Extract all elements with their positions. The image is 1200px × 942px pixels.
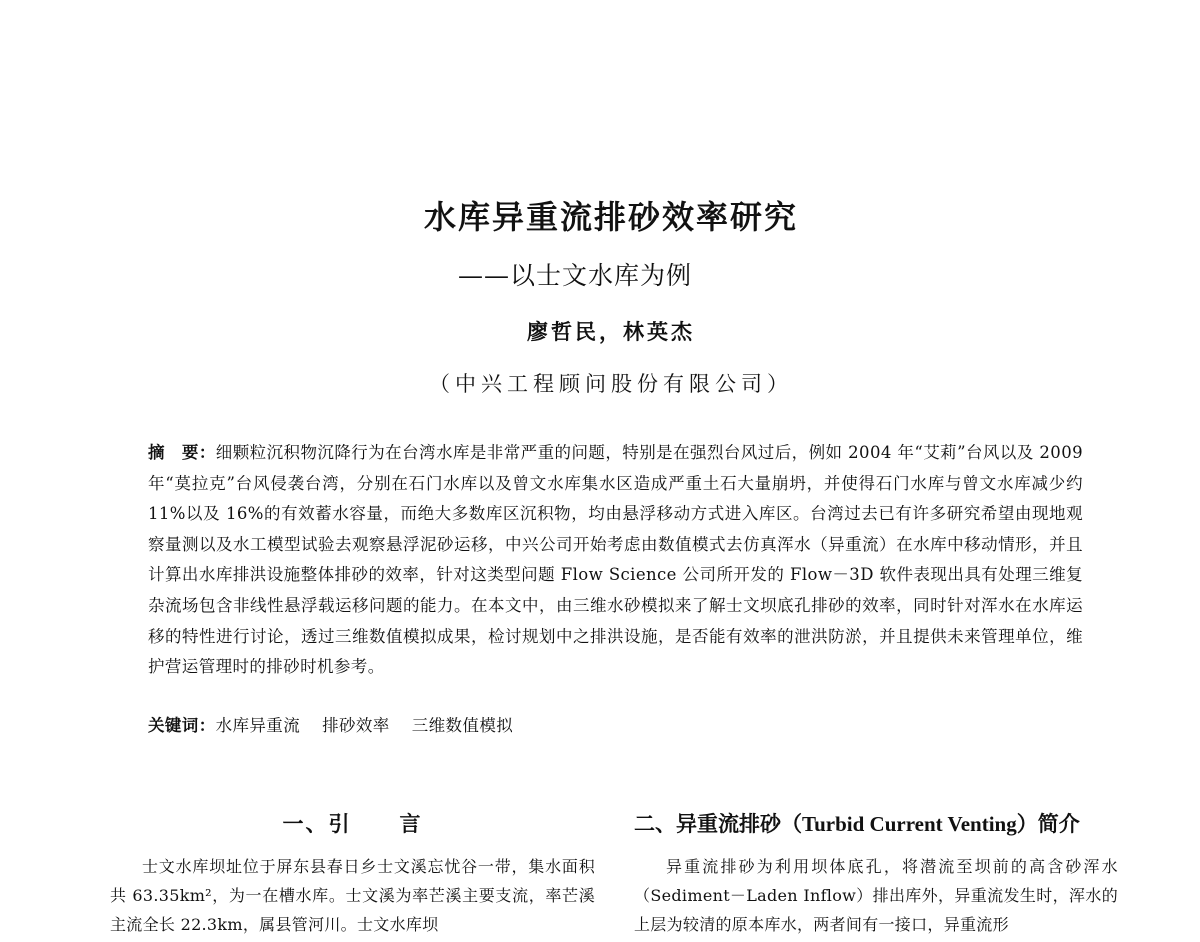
keyword-item: 水库异重流 xyxy=(215,716,301,735)
abstract xyxy=(148,438,1083,683)
paper-affiliation: （中兴工程顾问股份有限公司） xyxy=(429,372,793,396)
abstract-text: 细颗粒沉积物沉降行为在台湾水库是非常严重的问题，特别是在强烈台风过后，例如 2004 年“艾莉”台风以及 2009 年“莫拉克”台风侵袭台湾，分别在石门水库以及曾文水库集水区造成严重土石大量崩坍，并使得石门水库与曾文水库减少约 11%以及 16%的有效蓄水容量，而绝大多数库区沉积物，均由悬浮移动方式进入库区。台湾过去已有许多研究希望由现地观察量测以及水工模型试验去观察悬浮泥砂运移，中兴公司开始考虑由数值模式去仿真浑水（异重流）在水库中移动情形，并且计算出水库排洪设施整体排砂的效率，针对这类型问题 Flow Science 公司所开发的 Flow－3D 软件表现出具有处理三维复杂流场包含非线性悬浮载运移问题的能力。在本文中，由三维水砂模拟来了解士文坝底孔排砂的效率，同时针对浑水在水库运移的特性进行讨论，透过三维数值模拟成果，检讨规划中之排洪设施，是否能有效率的泄洪防淤，并且提供未来管理单位，维护营运管理时的排砂时机参考。 xyxy=(148,443,1084,677)
abstract-label: 摘 要： xyxy=(148,443,216,462)
section-1-number: 一、 xyxy=(282,812,329,836)
keywords-label: 关键词： xyxy=(148,716,216,735)
keyword-item: 排砂效率 xyxy=(322,716,390,735)
section-2-heading xyxy=(634,808,1124,838)
section-2-paragraph: 异重流排砂为利用坝体底孔，将潜流至坝前的高含砂浑水（Sediment－Laden Inflow）排出库外，异重流发生时，浑水的上层为较清的原本库水，两者间有一接口，异重流形 xyxy=(634,857,1118,934)
section-2-title-latin: Turbid Current Venting xyxy=(802,812,1017,836)
section-1-paragraph: 士文水库坝址位于屏东县春日乡士文溪忘忧谷一带，集水面积共 63.35km²，为一在槽水库。士文溪为率芒溪主要支流，率芒溪主流全长 22.3km，属县管河川。士文水库坝 xyxy=(110,857,595,934)
section-1-title-b: 言 xyxy=(399,812,423,836)
section-1-title-a: 引 xyxy=(328,812,352,836)
paper-subtitle: ——以士文水库为例 xyxy=(457,261,692,290)
section-2-title-pre: 二、异重流排砂（ xyxy=(634,812,802,836)
section-1-heading xyxy=(110,808,595,838)
paper-authors: 廖哲民，林英杰 xyxy=(527,319,695,344)
keyword-item: 三维数值模拟 xyxy=(411,716,514,735)
paper-title: 水库异重流排砂效率研究 xyxy=(423,198,798,236)
section-2-body xyxy=(634,852,1118,939)
section-2-title-post: ）简介 xyxy=(1016,812,1080,836)
section-1-body xyxy=(110,852,595,939)
keywords xyxy=(148,711,1083,741)
